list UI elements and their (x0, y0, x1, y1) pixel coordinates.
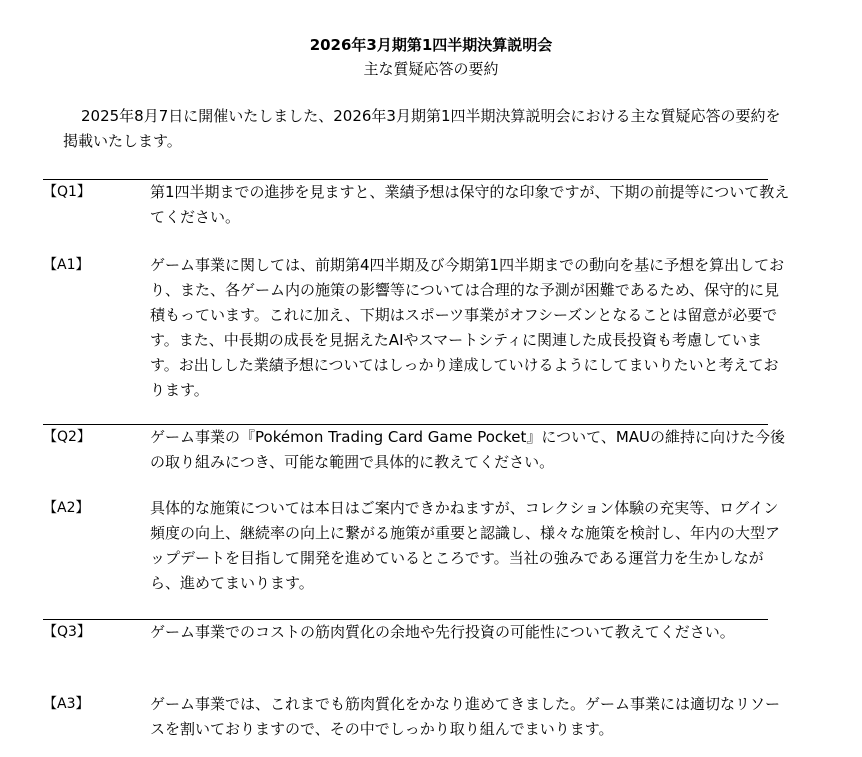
answer-text-a1: ゲーム事業に関しては、前期第4四半期及び今期第1四半期までの動向を基に予想を算出しており、また、各ゲーム内の施策の影響等については合理的な予測が困難であるため、保守的に見積もっています。これに加え、下期はスポーツ事業がオフシーズンとなることは留意が必要です。また、中長期の成長を見据えたAIやスマートシティに関連した成長投資も考慮しています。お出しした業績予想についてはしっかり達成していけるようにしてまいりたいと考えております。 (150, 256, 785, 399)
document-title: 2026年3月期第1四半期決算説明会 (309, 36, 553, 54)
answer-label-a1: 【A1】 (43, 257, 90, 273)
question-text-q3: ゲーム事業でのコストの筋肉質化の余地や先行投資の可能性について教えてください。 (150, 623, 735, 641)
question-text-q2: ゲーム事業の『Pokémon Trading Card Game Pocket』について、MAUの維持に向けた今後の取り組みにつき、可能な範囲で具体的に教えてください。 (150, 428, 785, 471)
intro-paragraph: 2025年8月7日に開催いたしました、2026年3月期第1四半期決算説明会における主な質疑応答の要約を掲載いたします。 (63, 107, 781, 150)
question-label-q3: 【Q3】 (43, 624, 91, 640)
question-text-q1: 第1四半期までの進捗を見ますと、業績予想は保守的な印象ですが、下期の前提等について教えてください。 (150, 183, 790, 226)
answer-text-a2: 具体的な施策については本日はご案内できかねますが、コレクション体験の充実等、ログイン頻度の向上、継続率の向上に繋がる施策が重要と認識し、様々な施策を検討し、年内の大型アップデートを目指して開発を進めているところです。当社の強みである運営力を生かしながら、進めてまいります。 (150, 499, 781, 592)
question-label-q1: 【Q1】 (43, 184, 91, 200)
answer-text-a3: ゲーム事業では、これまでも筋肉質化をかなり進めてきました。ゲーム事業には適切なリソースを割いておりますので、その中でしっかり取り組んでまいります。 (150, 695, 781, 738)
question-label-q2: 【Q2】 (43, 429, 91, 445)
answer-label-a2: 【A2】 (43, 500, 90, 516)
document-subtitle: 主な質疑応答の要約 (363, 60, 499, 78)
answer-label-a3: 【A3】 (43, 696, 90, 712)
